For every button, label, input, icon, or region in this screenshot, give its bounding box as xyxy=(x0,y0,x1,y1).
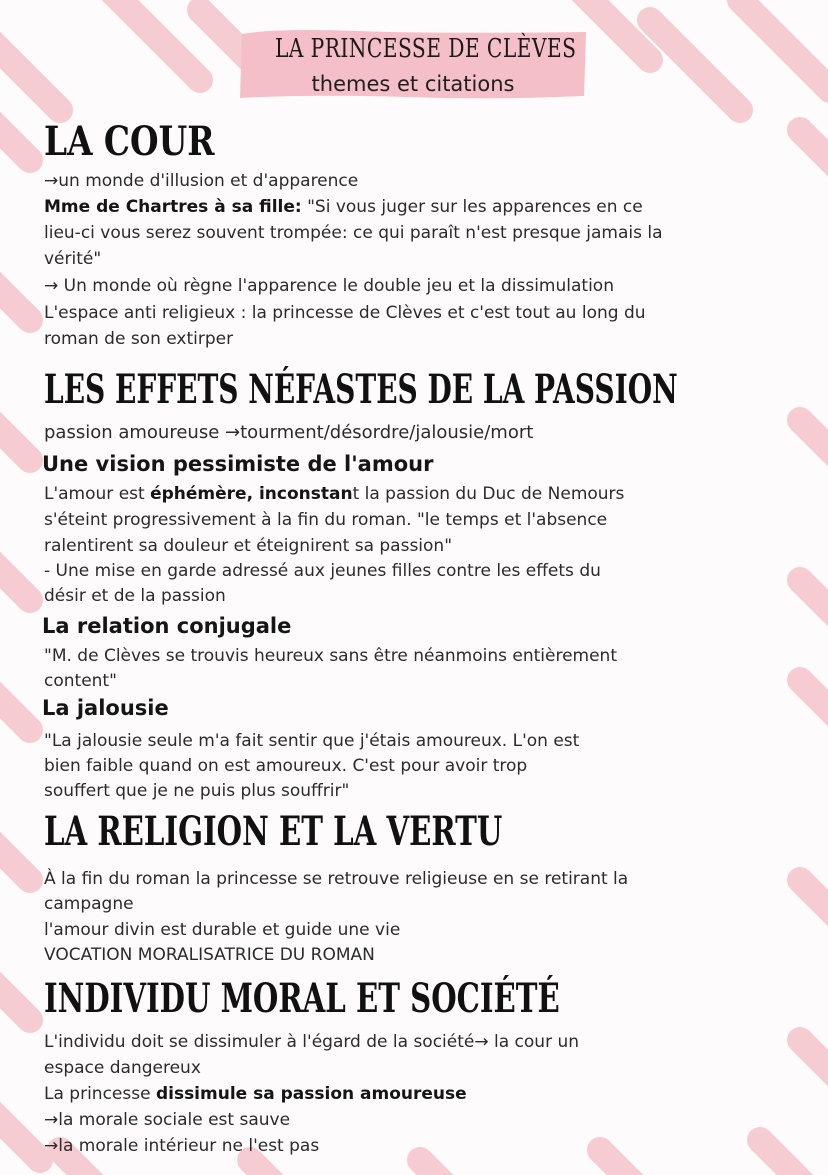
text-line xyxy=(44,197,643,217)
text-line: lieu-ci vous serez souvent trompée: ce qui paraît n'est presque jamais la xyxy=(44,223,663,243)
text-line: espace dangereux xyxy=(44,1058,201,1078)
text-line xyxy=(44,1084,467,1104)
text-line: roman de son extirper xyxy=(44,329,234,349)
text-line xyxy=(44,484,624,504)
text-line: VOCATION MORALISATRICE DU ROMAN xyxy=(44,945,375,965)
text-line: - Une mise en garde adressé aux jeunes filles contre les effets du xyxy=(44,561,601,581)
bold-text: Mme de Chartres à sa fille: xyxy=(44,197,302,217)
text-line: ralentirent sa douleur et éteignirent sa passion" xyxy=(44,536,453,556)
text-line: L'espace anti religieux : la princesse de Clèves et c'est tout au long du xyxy=(44,303,646,323)
text-line: L'individu doit se dissimuler à l'égard de la société→ la cour un xyxy=(44,1032,580,1052)
bold-text: dissimule sa passion amoureuse xyxy=(155,1084,467,1104)
section-heading-individu-societe: INDIVIDU MORAL ET SOCIÉTÉ xyxy=(44,975,560,1022)
text-line: souffert que je ne puis plus souffrir" xyxy=(44,781,350,801)
text-line: campagne xyxy=(44,894,134,914)
text-line: →la morale sociale est sauve xyxy=(44,1110,291,1130)
subheading-jalousie: La jalousie xyxy=(42,696,169,720)
text-span: t la passion du Duc de Nemours xyxy=(352,484,625,504)
text-span: "Si vous juger sur les apparences en ce xyxy=(301,197,643,217)
text-line: →la morale intérieur ne l'est pas xyxy=(44,1136,320,1156)
text-line: "La jalousie seule m'a fait sentir que j'étais amoureux. L'on est xyxy=(44,731,580,751)
subheading-relation-conjugale: La relation conjugale xyxy=(42,614,292,638)
title-banner xyxy=(236,26,590,102)
text-span: La princesse xyxy=(44,1084,156,1104)
text-line: passion amoureuse →tourment/désordre/jalousie/mort xyxy=(44,422,534,443)
text-line: → Un monde où règne l'apparence le double jeu et la dissimulation xyxy=(44,276,614,296)
section-heading-effets-nefastes: LES EFFETS NÉFASTES DE LA PASSION xyxy=(44,366,678,413)
section-heading-la-cour: LA COUR xyxy=(44,118,215,165)
text-line: l'amour divin est durable et guide une vie xyxy=(44,920,401,940)
text-line: bien faible quand on est amoureux. C'est pour avoir trop xyxy=(44,756,528,776)
text-line: désir et de la passion xyxy=(44,586,226,606)
text-span: L'amour est xyxy=(44,484,151,504)
text-line: content" xyxy=(44,671,117,691)
bold-text: éphémère, inconstan xyxy=(150,484,353,504)
text-line: "M. de Clèves se trouvis heureux sans être néanmoins entièrement xyxy=(44,646,617,666)
text-line: À la fin du roman la princesse se retrouve religieuse en se retirant la xyxy=(44,869,629,889)
section-heading-religion-vertu: LA RELIGION ET LA VERTU xyxy=(44,808,503,855)
text-line: →un monde d'illusion et d'apparence xyxy=(44,171,359,191)
page-subtitle: themes et citations xyxy=(311,72,515,96)
text-line: s'éteint progressivement à la fin du roman. "le temps et l'absence xyxy=(44,510,608,530)
text-line: vérité" xyxy=(44,249,102,269)
page-title: LA PRINCESSE DE CLÈVES xyxy=(274,34,577,64)
subheading-vision-pessimiste: Une vision pessimiste de l'amour xyxy=(42,452,434,476)
